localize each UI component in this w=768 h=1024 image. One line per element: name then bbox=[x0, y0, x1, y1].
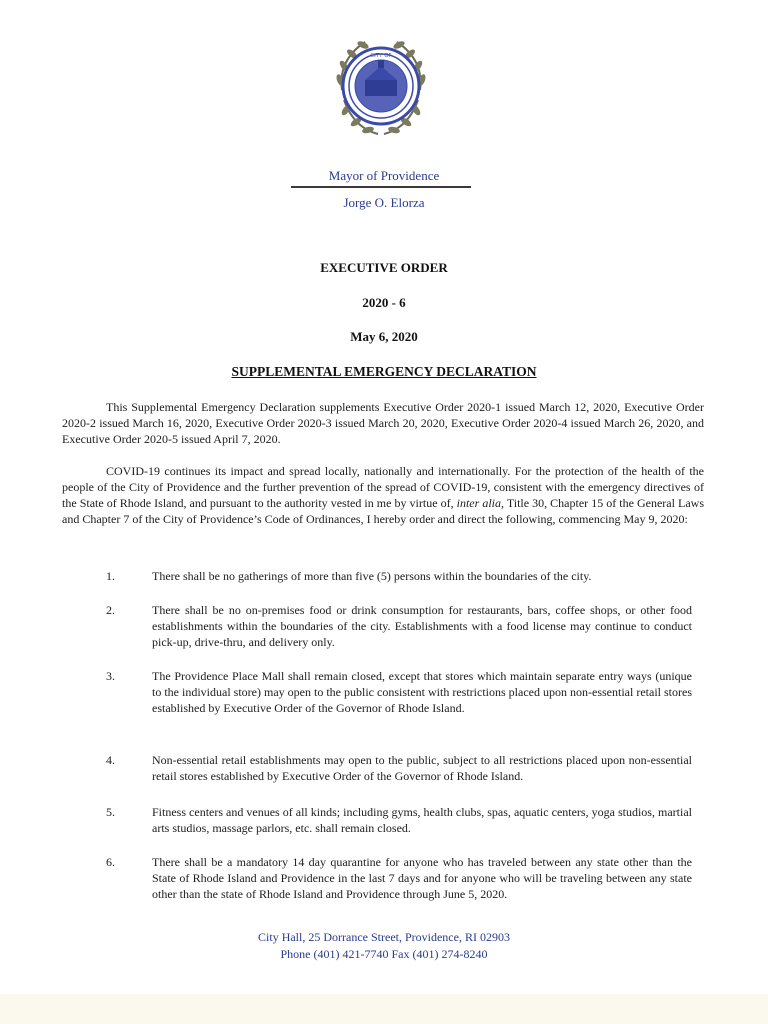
list-item-number: 3. bbox=[106, 669, 115, 683]
list-item-number: 4. bbox=[106, 753, 115, 767]
authority-text-a: COVID-19 continues its impact and spread locally, nationally and internationally. For the protection of the health of the people of the City of Providence and the further prevention of the spread of COVID-19, consistent with the emergency directives of the State of Rhode Island, and pursuant to the authority vested in me by virtue of, bbox=[62, 464, 704, 510]
list-item-number: 6. bbox=[106, 855, 115, 869]
list-item-text: There shall be no gatherings of more than five (5) persons within the boundaries of the city. bbox=[152, 569, 592, 583]
footer-phone-fax: Phone (401) 421-7740 Fax (401) 274-8240 bbox=[280, 947, 488, 961]
list-item-text: There shall be a mandatory 14 day quarantine for anyone who has traveled between any state other than the State of Rhode Island and Providence in the last 7 days and for anyone who will be traveling between any state other than the state of Rhode Island and Providence through June 5, 2020. bbox=[152, 855, 692, 901]
list-item-text: There shall be no on-premises food or drink consumption for restaurants, bars, coffee shops, or other food establishments within the boundaries of the city. Establishments with a food license may continue to conduct pick-up, drive-thru, and delivery only. bbox=[152, 603, 692, 649]
letterhead-divider bbox=[291, 186, 471, 188]
svg-text:CITY OF: CITY OF bbox=[370, 53, 392, 59]
authority-text-b: , Title 30, Chapter 15 of the General Laws and Chapter 7 of the City of Providence’s Code of Ordinances, I hereby order and direct the following, commencing May 9, 2020: bbox=[62, 496, 704, 526]
list-item-text: Non-essential retail establishments may open to the public, subject to all restrictions placed upon non-essential retail stores established by Executive Order of the Governor of Rhode Island. bbox=[152, 753, 692, 783]
order-title: EXECUTIVE ORDER bbox=[320, 260, 448, 275]
list-item-text: The Providence Place Mall shall remain closed, except that stores which maintain separate entry ways (unique to the individual store) may open to the public consistent with restrictions placed upon non-essential retail stores established by Executive Order of the Governor of Rhode Island. bbox=[152, 669, 692, 715]
declaration-title: SUPPLEMENTAL EMERGENCY DECLARATION bbox=[231, 364, 537, 379]
list-item-number: 1. bbox=[106, 569, 115, 583]
intro-paragraph: This Supplemental Emergency Declaration supplements Executive Order 2020-1 issued March 12, 2020, Executive Order 2020-2 issued March 16, 2020, Executive Order 2020-3 issued March 20, 2020, Executive Order 2020-4 issued March 26, 2020, and Executive Order 2020-5 issued April 7, 2020. bbox=[62, 400, 704, 446]
letterhead-mayor-title: Mayor of Providence bbox=[328, 168, 440, 183]
order-date: May 6, 2020 bbox=[350, 329, 418, 344]
city-seal-logo bbox=[320, 30, 442, 140]
page-bottom-margin bbox=[0, 994, 768, 1024]
order-number: 2020 - 6 bbox=[362, 295, 406, 310]
list-item-number: 2. bbox=[106, 603, 115, 617]
authority-paragraph bbox=[62, 463, 704, 527]
list-item-text: Fitness centers and venues of all kinds; including gyms, health clubs, spas, aquatic centers, yoga studios, martial arts studios, massage parlors, etc. shall remain closed. bbox=[152, 805, 692, 835]
authority-text-italic: inter alia bbox=[456, 496, 502, 510]
letterhead-mayor-name: Jorge O. Elorza bbox=[343, 195, 425, 210]
footer-address: City Hall, 25 Dorrance Street, Providence, RI 02903 bbox=[258, 930, 510, 944]
list-item-number: 5. bbox=[106, 805, 115, 819]
